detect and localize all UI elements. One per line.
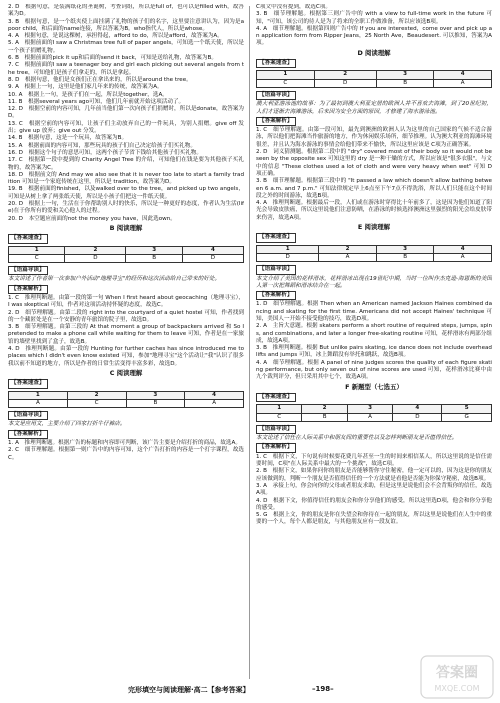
question-number-cell: 4	[434, 71, 492, 79]
answer-cell: B	[302, 413, 347, 421]
passage-guide: 本文讲述了作者第一次参加户外活动"地理寻宝"的经历和这次活动给自己带来的好处。	[8, 276, 221, 283]
section-label: 【答案速查】	[256, 233, 296, 242]
question-number-cell: 2	[67, 391, 126, 399]
answer-cell: D	[393, 413, 442, 421]
answer-explanation: 18. D 根据前文的 And may we also see that it is never too late to start a family tradition 可知是一个家庭传统在这里，所以是 tradition，故答案为D。	[8, 171, 244, 186]
answer-cell: B	[376, 79, 434, 87]
section-label: 【语篇导读】	[8, 411, 48, 420]
question-number-cell: 4	[185, 391, 244, 399]
question-number-cell: 1	[257, 405, 302, 413]
answer-cell: A	[9, 399, 68, 407]
answer-explanation: 3. B 细节理解题。根据第三段中的 "It passed a law which doesn't allow bathing between 6 a.m. and 7 p.m." 可知法律规定早上6点至下午7点不得洗浴，所以人们只能在这个时间段之外的时间游泳，故选B项。	[256, 178, 492, 199]
section-label: 【语篇导读】	[8, 266, 48, 275]
answer-explanation: 4. A 细节理解题。根据 A panel of nine judges scores the quality of each figure skating performance, but only seven out of nine scores are used 可知，花样滑冰比赛中由九个裁判评分，但只采用其中七个，故选A项。	[256, 359, 492, 381]
answer-explanation: 20. D 本空题应前面的not the money you have，因此选own。	[8, 215, 176, 222]
answer-cell: A	[434, 253, 492, 261]
answer-explanation: 14. B 根据句意，这是一个玩具，故答案为B。	[8, 135, 128, 142]
answer-explanation: 1. C 根据下文，下句说有时候要花费几年甚至一生的时间来相信某人，所以这里说的是信任需要时间，C项"在人际关系中最大的一个挑战"，故选C项。	[256, 453, 492, 468]
answer-explanation: 4. A 根据句意，是说这棵树，承担得起，afford to do，所以是afford，故答案为A。	[8, 33, 223, 40]
answer-explanation: 15. A 根据前面的内容可知，那些玩具的孩子们自己决定给孩子们买礼物。	[8, 142, 196, 149]
left-column	[8, 4, 244, 681]
question-number-cell: 1	[9, 391, 68, 399]
answer-table-header-row	[9, 391, 244, 399]
answer-cell: B	[376, 253, 434, 261]
section-label: 【答案速查】	[8, 234, 48, 243]
answer-cell: C	[257, 413, 302, 421]
answer-explanation: 2. D 根据句意，是装满纸花的圣诞树，考查词组，所以是full of，也可以是filled with，故答案为D。	[8, 4, 244, 18]
answer-explanation: 2. A 主旨大意题。根据 skaters perform a short routine of required steps, jumps, spins, and combinations, and later a longer free-skating routine 可知，花样滑冰有两部分组成，故选A项。	[256, 323, 492, 344]
answer-explanation: 5. A 根据前面的I saw a Christmas tree full of paper angels，可知选一个纸天使，所以是一个孩子捐赠礼物。	[8, 40, 244, 54]
answer-explanation: 3. B 细节理解题。根据第三则广告中的 with a view to full-time work in the future 可知，"可知，该公司的待人是为了将来的全职工作做准备，所以应该选B项。	[256, 11, 492, 25]
answer-explanation: 5. G 根据上文，你的朋友是你在失望会和你待在一起的朋友，所以这里是说他们在人生中的重要的一个人，每个人都是朋友，与其他朋友应有一段友谊。	[256, 512, 492, 526]
answer-cell: A	[319, 253, 377, 261]
answer-explanation: 4. A 推理判断题。根据最后一段，人们或在游泳时穿得比十年前多了，这是因为他们知道了阳光会导致皮肤癌，所以这里说他们注意防晒，在游泳的时候选择澳洲这里强烈的阳光会给皮肤带来伤害，故选A项。	[256, 200, 492, 221]
passage-guide: 本文介绍了美国的花样滑冰，花样滑冰出现在19世纪中期，当时一位叫作杰克逊·海恩斯的美国人第一次把舞蹈和滑冰结合在一起。	[256, 275, 492, 289]
answer-explanation: 12. D 根据空前的内容可知，几年前当他们第一次向孩子们捐赠时，所以是donate，故答案为D。	[8, 106, 244, 120]
watermark-text-1: 答案圈	[436, 665, 478, 681]
answer-explanation: 1. C 细节理解题。由第一段可知，最先到澳洲的欧洲人认为这里的自己国家的气候不适合游泳，所以他们把海滩当作旅游的地方，作为休闲娱乐场所，细节推理。认为澳大利亚的海滩环境很差，并且认为海水游泳的事情会给他们带来不愉快，所以这里应该是 C项为正确答案。	[256, 127, 492, 148]
section-heading: C 阅读理解	[109, 368, 143, 377]
answer-explanation: 1. A 推理判断题。根据广告的标题和内容即可判断，该广告主要是介绍打折的商品，故选A。	[8, 440, 241, 447]
answer-cell: D	[257, 253, 319, 261]
section-label: 【语篇导读】	[256, 425, 296, 434]
answer-explanation: 3. B 根据句意，是一个纸夹使上面挂满了礼物的孩子们的名字，这里要注意讲认为，因为是a poor child，和后面的name连接，所以答案为B。who指代人，所以是whose。	[8, 18, 244, 32]
question-number-cell: 1	[257, 245, 319, 253]
watermark-logo	[420, 655, 494, 699]
answer-cell: B	[126, 399, 185, 407]
section-label: 【答案解析】	[256, 117, 296, 126]
question-number-cell: 2	[319, 245, 377, 253]
passage-guide: 澳大利亚游泳池的故事：为了最初到澳大利亚定居的欧洲人并不喜欢去海滩，到了20世纪初，人们才逐渐去海滩游泳，后来因为安全方面的原因，才修建了海水游泳池。	[256, 101, 492, 115]
answer-explanation: 2. C 细节理解题。根据第一则广告中的内容可知，这个广告打折的内容是一个打字课程，故选C。	[8, 447, 244, 461]
column-divider	[249, 6, 250, 679]
question-number-cell: 2	[302, 405, 347, 413]
section-heading: F 新题型（七选五）	[345, 382, 403, 391]
passage-guide: 本文论述了信任在人际关系中和朋友间的重要性以及怎样判断朋友是否值得信任。	[256, 435, 458, 442]
answer-table	[256, 245, 492, 263]
answer-explanation: 1. C 推理判断题。由第一段的第一句 When I first heard about geocaching（地理寻宝），I was skeptical 可知，作者对这项活动持怀疑的态度，故选C。	[8, 294, 244, 309]
answer-table	[8, 246, 244, 264]
section-label: 【答案速查】	[256, 59, 296, 68]
question-number-cell: 5	[442, 405, 492, 413]
question-number-cell: 3	[376, 245, 434, 253]
passage-guide: 本文是应用文，主要介绍了四家打折牛仔裤店。	[8, 421, 126, 428]
question-number-cell: 2	[314, 71, 376, 79]
answer-cell: D	[65, 254, 126, 262]
question-number-cell: 4	[182, 246, 243, 254]
page-number: –198–	[312, 685, 334, 693]
answer-table-answer-row	[257, 413, 492, 421]
answer-explanation: 2. D 词义猜测题。根据第二段中的 "dry" covered most of their body so it would not be seen by the opposite sex 可知这里的 dry 是一种干燥的方式，所以应该是"很多衣服"，与文中的信息 "These clothes used a lot of cloth and were very heavy when wet" 可知 D 项正确。	[256, 149, 492, 177]
answer-cell: D	[314, 79, 376, 87]
answer-explanation: 19. B 根据前面的finished，以及walked over to the tree，and picked up two angels，可知是从树上拿了两张纸天使，所以是小孩子们把这一件纸天使。	[8, 186, 244, 200]
section-heading: B 阅读理解	[109, 223, 143, 232]
answer-cell: G	[442, 413, 492, 421]
answer-cell: B	[126, 254, 182, 262]
answer-explanation: 10. A 根据上一句，是孩子们在一起，所以是together，选A。	[8, 91, 168, 98]
answer-cell: A	[434, 79, 492, 87]
question-number-cell: 3	[376, 71, 434, 79]
watermark-text-2: MXQE.COM	[434, 684, 480, 693]
answer-explanation: 3. A 承接上句，你会向你的父母或者朋友求助，但是这里是说他们会不会背叛你的信任，故选A项。	[256, 482, 492, 497]
answer-explanation: 9. A 根据上一句，这里是他们家几年来的传统，故答案为A。	[8, 84, 163, 91]
answer-explanation: 4. A 细节理解题。根据第四则广告中的 If you are interested，come over and pick up an application form from Ripper Jeans，25 North Ave，Beaudesert. 可以推知，答案为A项。	[256, 25, 492, 47]
answer-explanation: C项文中没有提到，故选C项。	[256, 4, 331, 10]
answer-table-header-row	[257, 245, 492, 253]
answer-table-header-row	[257, 71, 492, 79]
section-label: 【语篇导读】	[256, 265, 296, 274]
answer-explanation: 17. C 根据第一段中提到的 Charity Angel Tree 的介绍，可知他们在钱是要为其他孩子买礼物的，故答案为C。	[8, 157, 244, 171]
section-heading: E 阅读理解	[357, 223, 391, 232]
question-number-cell: 2	[65, 246, 126, 254]
answer-cell: C	[257, 79, 315, 87]
answer-table-answer-row	[257, 253, 492, 261]
section-label: 【答案解析】	[8, 285, 48, 294]
question-number-cell: 3	[126, 246, 182, 254]
answer-explanation: 4. D 根据下文，你值得信任的朋友会和你分享他们的感受，所以这里选D项，他会和你分享他的感受。	[256, 497, 492, 511]
section-label: 【答案解析】	[256, 443, 296, 452]
answer-cell: D	[182, 254, 243, 262]
answer-cell: C	[67, 399, 126, 407]
answer-table	[256, 70, 492, 88]
answer-explanation: 6. B 根据前面的pick it up和后面的send it back，可知是送给礼物，故答案为B。	[8, 55, 217, 62]
section-heading: D 阅读理解	[357, 48, 391, 57]
answer-table-answer-row	[9, 254, 244, 262]
section-label: 【答案解析】	[8, 430, 48, 439]
answer-explanation: 16. D 根据这个句子的意思可知，这两个孩子节省下钱给其他孩子们买礼物。	[8, 149, 202, 156]
answer-table-answer-row	[9, 399, 244, 407]
answer-explanation: 20. D 根据上一句，生活在于你帮助别人时的快乐，所以是一种更好的态度，作者认为生活(life)在于你所有的爱和关心他人的过程。	[8, 201, 244, 215]
answer-cell: A	[185, 399, 244, 407]
answer-explanation: 3. B 细节理解题。由第三段的 At that moment a group of backpackers arrived 和 So I pretended to make a phone call while waiting for them to leave 可知，作者是在一家旅馆的墙壁里找到了盒子，故选B。	[8, 324, 244, 345]
section-label: 【答案解析】	[256, 291, 296, 300]
section-label: 【语篇导读】	[256, 91, 296, 100]
question-number-cell: 4	[393, 405, 442, 413]
answer-table-header-row	[257, 405, 492, 413]
answer-explanation: 4. D 推理判断题。由第一段的 Hunting for further caches has since introduced me to places which I didn't even know existed 可知，参加"地理寻宝"这个活动让"我"认识了很多我以前不知道的地方，所以是作者的日常生活变得丰富多彩，故选D。	[8, 346, 244, 367]
answer-explanation: 7. C 根据前面的I saw a teenager boy and girl each picking out several angels from the tree，可知他们是孩子们拿走的，所以是拿起。	[8, 62, 244, 76]
answer-table-header-row	[9, 246, 244, 254]
answer-explanation: 2. B 根据下文，如果你问你的朋友是否能够帮你守住秘密，他一定可以的，因为这是你的朋友应该做到的，判断一个朋友是否值得信任的一个方法就是看他是否能为你保守秘密，故选B项。	[256, 468, 492, 482]
answer-cell: C	[9, 254, 65, 262]
answer-explanation: 13. C 根据空前的内容可知，让孩子们主动放弃自己的一件玩具，为别人捐赠。give off 发出；give up 放弃；give out 分发。	[8, 120, 244, 135]
section-label: 【答案速查】	[8, 379, 48, 388]
question-number-cell: 1	[257, 71, 315, 79]
question-number-cell: 3	[347, 405, 392, 413]
answer-table	[8, 391, 244, 409]
answer-table-answer-row	[257, 79, 492, 87]
answer-explanation: 3. B 推理判断题。根据 But unlike pairs skating, ice dance does not include overhead lifts and jumps 可知，冰上舞蹈没有举托和跳跃，故选B项。	[256, 345, 492, 359]
question-number-cell: 4	[434, 245, 492, 253]
answer-explanation: 2. D 细节理解题。由第二段的 right into the courtyard of a quiet hostel 可知，作者找到的一个藏匿处是在一个安静的青年旅馆的院子里，故选D。	[8, 309, 244, 323]
answer-cell: A	[347, 413, 392, 421]
section-label: 【答案速查】	[256, 393, 296, 402]
answer-explanation: 11. B 根据several years ago可知，他们几年前就开始这项活动了。	[8, 98, 185, 105]
question-number-cell: 3	[126, 391, 185, 399]
answer-explanation: 1. D 细节理解题。根据 Then when an American named Jackson Haines combined dancing and skating for the first time. Americans did not accept Haines' technique 可知，美国人一开始不接受他的技巧，故选D项。	[256, 301, 492, 322]
right-column	[256, 4, 492, 681]
answer-table	[256, 404, 492, 422]
question-number-cell: 1	[9, 246, 65, 254]
footer-title: 完形填空与阅读理解·高二【参考答案】	[128, 686, 250, 694]
answer-explanation: 8. D 根据句意，他们是女孩们正在拿出来的，所以是around the tree。	[8, 76, 192, 83]
